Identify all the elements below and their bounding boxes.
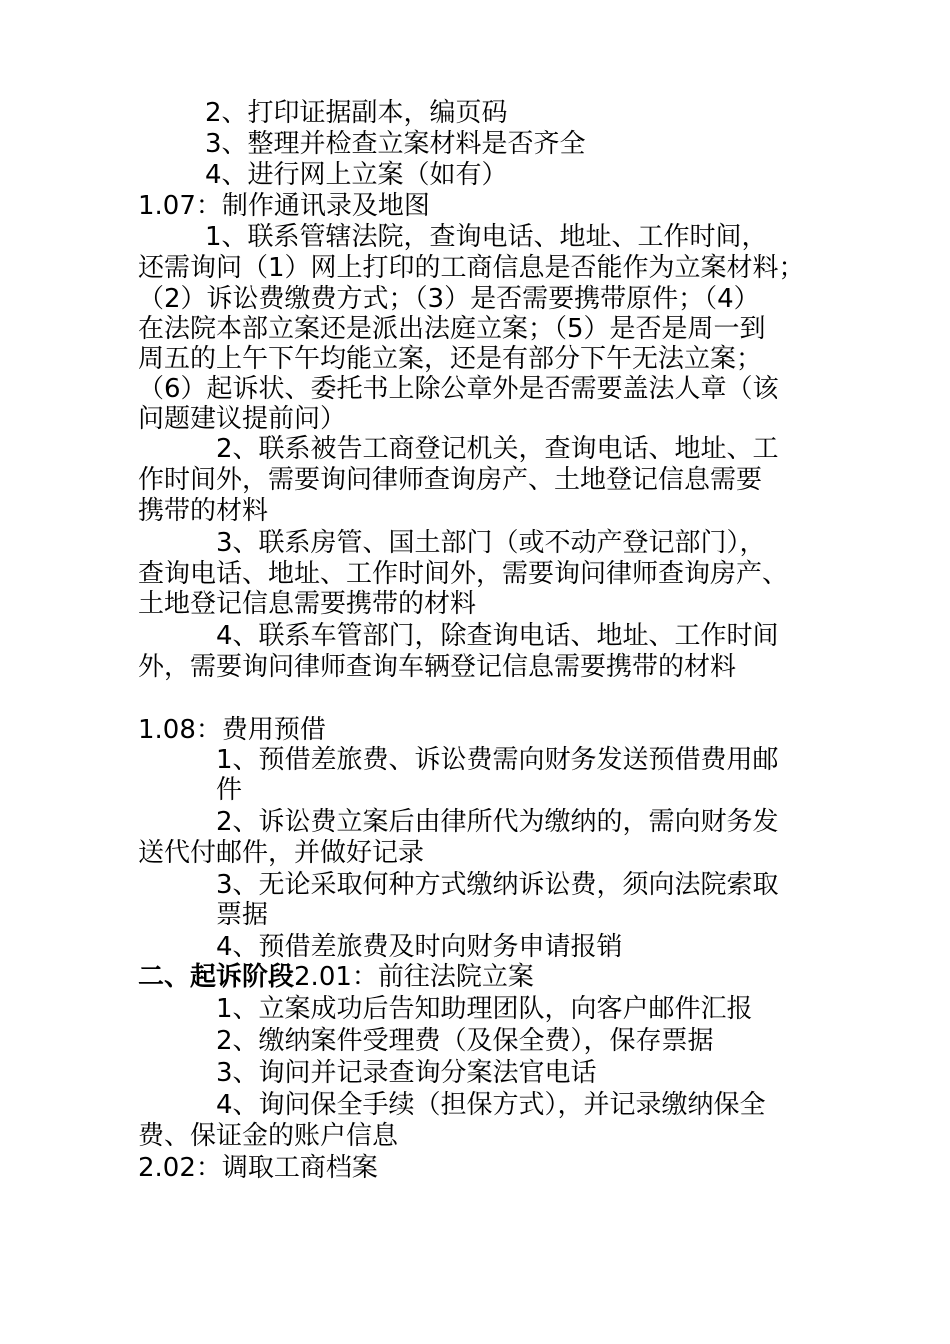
section-heading-row [138, 962, 534, 992]
text-line: 4、联系车管部门，除查询电话、地址、工作时间 [216, 621, 779, 651]
text-line: 外，需要询问律师查询车辆登记信息需要携带的材料 [138, 652, 737, 682]
text-line: 2、打印证据副本，编页码 [205, 98, 508, 128]
text-line: 在法院本部立案还是派出法庭立案；（5）是否是周一到 [138, 314, 766, 344]
section-title: 2.01：前往法院立案 [294, 962, 534, 992]
text-line: 土地登记信息需要携带的材料 [138, 589, 477, 619]
text-line: 件 [216, 775, 243, 805]
text-line: 1、立案成功后告知助理团队，向客户邮件汇报 [216, 994, 753, 1024]
text-line: 2、联系被告工商登记机关，查询电话、地址、工 [216, 434, 779, 464]
text-line: 1、联系管辖法院，查询电话、地址、工作时间， [205, 222, 768, 252]
text-line: 周五的上午下午均能立案，还是有部分下午无法立案； [138, 344, 763, 374]
text-line: 费、保证金的账户信息 [138, 1121, 399, 1151]
text-line: 携带的材料 [138, 496, 269, 526]
text-line: 1、预借差旅费、诉讼费需向财务发送预借费用邮 [216, 745, 779, 775]
text-line: （2）诉讼费缴费方式；（3）是否需要携带原件；（4） [138, 284, 760, 314]
section-title: 2.02：调取工商档案 [138, 1153, 378, 1183]
text-line: 问题建议提前问） [138, 404, 347, 434]
text-line: 票据 [216, 900, 269, 930]
section-title: 1.08：费用预借 [138, 715, 326, 745]
text-line: 2、诉讼费立案后由律所代为缴纳的，需向财务发 [216, 807, 779, 837]
text-line: 作时间外，需要询问律师查询房产、土地登记信息需要 [138, 465, 763, 495]
text-line: 送代付邮件，并做好记录 [138, 838, 425, 868]
text-line: 3、无论采取何种方式缴纳诉讼费，须向法院索取 [216, 870, 779, 900]
text-line: 4、预借差旅费及时向财务申请报销 [216, 932, 623, 962]
text-line: 还需询问（1）网上打印的工商信息是否能作为立案材料； [138, 253, 805, 283]
text-line: 4、询问保全手续（担保方式），并记录缴纳保全 [216, 1090, 766, 1120]
text-line: 4、进行网上立案（如有） [205, 160, 508, 190]
text-line: 3、整理并检查立案材料是否齐全 [205, 129, 586, 159]
text-line: 2、缴纳案件受理费（及保全费），保存票据 [216, 1026, 714, 1056]
section-heading: 二、起诉阶段 [138, 962, 295, 992]
text-line: 查询电话、地址、工作时间外，需要询问律师查询房产、 [138, 559, 789, 589]
text-line: （6）起诉状、委托书上除公章外是否需要盖法人章（该 [138, 374, 779, 404]
text-line: 3、询问并记录查询分案法官电话 [216, 1058, 597, 1088]
section-title: 1.07：制作通讯录及地图 [138, 191, 430, 221]
text-line: 3、联系房管、国土部门（或不动产登记部门）， [216, 528, 766, 558]
